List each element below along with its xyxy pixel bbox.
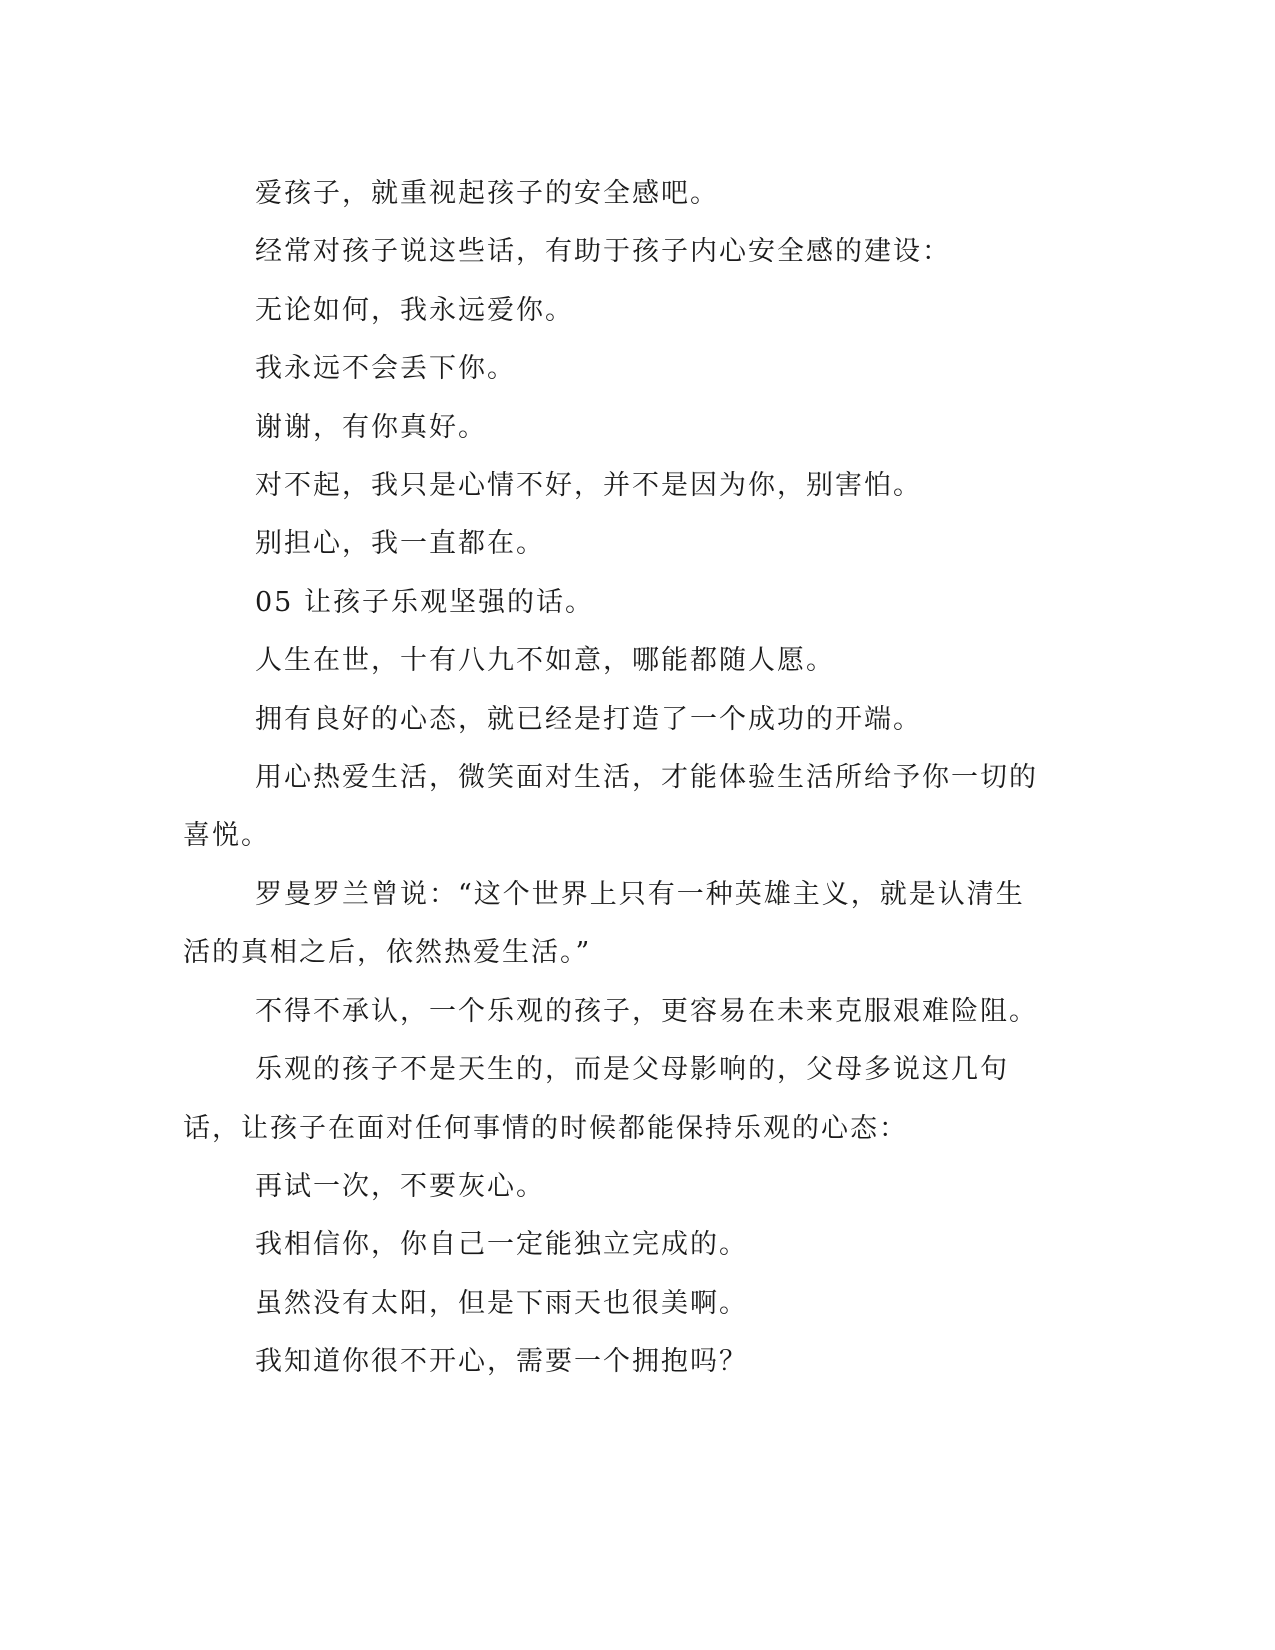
paragraph-13: 不得不承认，一个乐观的孩子，更容易在未来克服艰难险阻。 xyxy=(255,995,1038,1027)
paragraph-17: 虽然没有太阳，但是下雨天也很美啊。 xyxy=(255,1287,748,1319)
paragraph-4: 我永远不会丢下你。 xyxy=(255,353,516,385)
paragraph-18: 我知道你很不开心，需要一个拥抱吗？ xyxy=(255,1346,748,1378)
paragraph-10: 拥有良好的心态，就已经是打造了一个成功的开端。 xyxy=(255,703,922,735)
paragraph-6: 对不起，我只是心情不好，并不是因为你，别害怕。 xyxy=(255,470,922,502)
paragraph-2: 经常对孩子说这些话，有助于孩子内心安全感的建设： xyxy=(255,236,951,268)
paragraph-11: 用心热爱生活，微笑面对生活，才能体验生活所给予你一切的喜悦。 xyxy=(183,762,1038,852)
paragraph-16: 我相信你，你自己一定能独立完成的。 xyxy=(255,1229,748,1261)
quote-paragraph: 罗曼罗兰曾说：“这个世界上只有一种英雄主义，就是认清生活的真相之后，依然热爱生活。” xyxy=(183,878,1025,969)
paragraph-15: 再试一次，不要灰心。 xyxy=(255,1170,545,1202)
document-body xyxy=(183,165,1043,1392)
section-heading-05: 05 让孩子乐观坚强的话。 xyxy=(255,586,594,618)
paragraph-14: 乐观的孩子不是天生的，而是父母影响的，父母多说这几句话，让孩子在面对任何事情的时候都能保持乐观的心态： xyxy=(183,1054,1009,1144)
paragraph-5: 谢谢，有你真好。 xyxy=(255,411,487,443)
paragraph-3: 无论如何，我永远爱你。 xyxy=(255,294,574,326)
paragraph-9: 人生在世，十有八九不如意，哪能都随人愿。 xyxy=(255,645,835,677)
paragraph-1: 爱孩子，就重视起孩子的安全感吧。 xyxy=(255,178,719,209)
paragraph-7: 别担心，我一直都在。 xyxy=(255,528,545,560)
